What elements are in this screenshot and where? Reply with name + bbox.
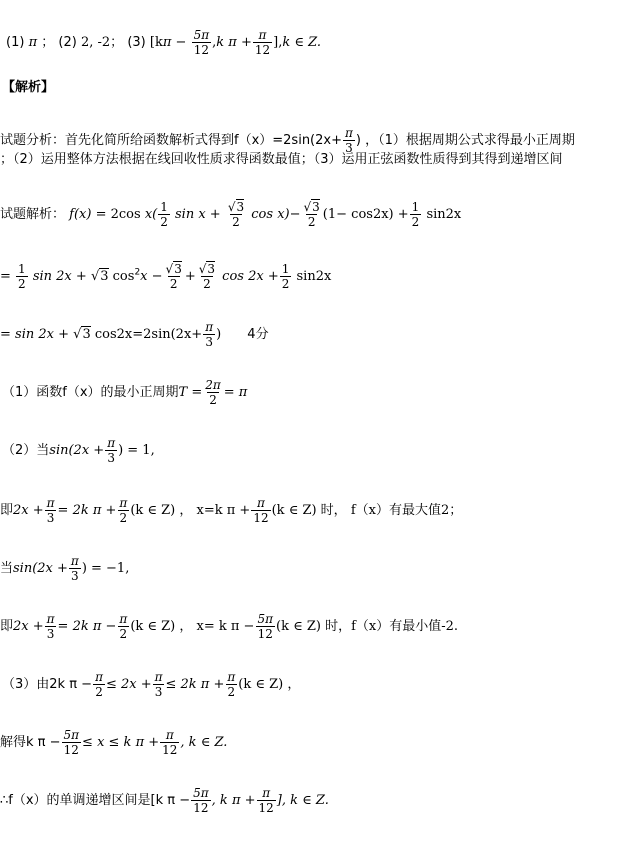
solution-label: 试题解析： [0, 207, 66, 222]
math-expr: , k π + [211, 793, 256, 808]
fraction-denominator: 12 [193, 43, 209, 57]
math-expr: sin(2x + [49, 443, 105, 458]
answer-line [6, 28, 321, 57]
fraction-numerator: √3 [165, 262, 182, 276]
part3-text: （3）由2k π − [2, 677, 93, 692]
fraction-numerator: π [119, 612, 128, 626]
equals-sign: = [0, 269, 11, 284]
fraction-pi-3 [45, 612, 57, 641]
fraction-pi-3 [69, 554, 81, 583]
math-expr: cos 2x + [222, 269, 279, 284]
fraction-2pi-2 [203, 378, 223, 407]
math-expr: 2x + [13, 619, 44, 634]
fraction-pi-12 [257, 786, 276, 815]
math-expr: = π [223, 385, 248, 400]
fraction-numerator: π [262, 786, 271, 800]
k-variable: k [216, 35, 225, 50]
solution-line [0, 200, 461, 229]
fraction-numerator: π [70, 554, 79, 568]
fraction-numerator: 1 [160, 200, 168, 214]
fraction-numerator: 2π [205, 378, 221, 392]
conclusion-line [0, 786, 329, 815]
answer-part1-label: (1) [6, 35, 25, 50]
math-expr: ) = −1, [81, 561, 130, 576]
answer-part3-label: (3) [127, 35, 146, 50]
analysis-heading: 【解析】 [2, 80, 55, 95]
math-expr: sin x + [175, 207, 221, 222]
fraction-sqrt3-2 [164, 262, 184, 291]
fraction-numerator: 5π [193, 786, 209, 800]
fraction-pi-2 [225, 670, 237, 699]
fraction-numerator: 5π [193, 28, 210, 42]
math-expr: x( [144, 207, 158, 222]
fraction-numerator: π [345, 126, 353, 140]
superscript: 2 [134, 267, 141, 278]
fraction-denominator: 2 [227, 685, 236, 699]
math-expr: 2x + [13, 503, 44, 518]
math-expr: (k ∈ Z) 时， f（x）有最大值2； [271, 503, 463, 518]
math-expr: (k ∈ Z) ， [238, 677, 301, 692]
fraction-numerator: √3 [227, 200, 245, 214]
fraction-numerator: π [165, 728, 174, 742]
fraction-pi-3 [203, 320, 215, 349]
answer-interval-open: [k [149, 35, 163, 50]
math-expr: cos x)− [251, 207, 301, 222]
part2-line [2, 436, 155, 465]
fraction-pi-12 [160, 728, 179, 757]
math-expr: ) = 1, [118, 443, 155, 458]
math-expr: sin 2x + [32, 269, 87, 284]
math-expr: ≤ 2k π + [165, 677, 225, 692]
fraction-1-2 [16, 262, 28, 291]
fraction-numerator: 1 [281, 262, 290, 276]
math-expr: = sin 2x + [0, 327, 69, 342]
analysis-line-2: ；（2）运用整体方法根据在线回收性质求得函数最值；（3）运用正弦函数性质得到其得到递增区间 [0, 152, 563, 167]
fraction-pi-12 [251, 496, 270, 525]
fraction-numerator: 1 [411, 200, 420, 214]
math-expr: cos [112, 269, 135, 284]
math-expr: , k ∈ Z. [180, 735, 228, 750]
math-expr: sin2x [296, 269, 332, 284]
fraction-sqrt3-2 [197, 262, 217, 291]
fraction-denominator: 3 [107, 451, 115, 465]
fraction-5pi-12 [255, 612, 275, 641]
fraction-5pi-12 [191, 786, 211, 815]
analysis-text: ) ，（1）根据周期公式求得最小正周期 [355, 133, 575, 148]
math-expr: ≤ x ≤ k π + [82, 735, 160, 750]
math-expr: ], k ∈ Z. [276, 793, 329, 808]
step3-line [0, 320, 269, 349]
math-expr: (k ∈ Z) ， x= k π − [130, 619, 255, 634]
text: 解得k π − [0, 735, 61, 750]
fraction-1-2 [158, 200, 170, 229]
fraction-denominator: 2 [232, 215, 240, 229]
pi-symbol: π [162, 35, 172, 50]
interval-close: ], [273, 35, 283, 50]
fraction-denominator: 3 [205, 335, 213, 349]
math-expr: = 2k π − [57, 619, 117, 634]
fraction-numerator: π [107, 436, 116, 450]
fraction-denominator: 3 [46, 627, 55, 641]
fraction-pi-2 [117, 496, 129, 525]
fraction-denominator: 2 [160, 215, 168, 229]
fraction-numerator: π [258, 28, 267, 42]
fraction-sqrt3-2 [226, 200, 246, 229]
fraction-numerator: √3 [303, 200, 320, 214]
fraction-5pi-12 [192, 28, 212, 57]
sqrt-radicand: 3 [312, 200, 320, 214]
sqrt-radicand: 3 [82, 327, 91, 342]
part1-text: （1）函数f（x）的最小正周期 [2, 385, 179, 400]
fraction-numerator: π [257, 496, 265, 510]
part2-text: （2）当 [2, 443, 50, 458]
fraction-denominator: 2 [119, 627, 128, 641]
math-expr: ) [216, 327, 222, 342]
math-expr: 2cos [110, 207, 141, 222]
sqrt-3: √3 [73, 327, 91, 342]
analysis-text: 试题分析：首先化简所给函数解析式得到f（x）=2sin(2x+ [0, 133, 342, 148]
math-expr: = 2k π + [57, 503, 117, 518]
fraction-numerator: 1 [18, 262, 26, 276]
math-expr: (k ∈ Z) 时，f（x）有最小值-2. [276, 619, 459, 634]
fraction-numerator: π [119, 496, 128, 510]
answer-part2-value: 2, -2； [80, 35, 124, 50]
fraction-numerator: 5π [63, 728, 80, 742]
fraction-denominator: 2 [95, 685, 103, 699]
math-expr: ≤ 2x + [105, 677, 152, 692]
fraction-denominator: 12 [257, 627, 273, 641]
text: 当 [0, 561, 14, 576]
part2-max-line [0, 496, 462, 525]
fraction-denominator: 3 [71, 569, 79, 583]
fraction-pi-12 [253, 28, 272, 57]
pi-symbol: π [228, 35, 237, 50]
comma: , [212, 35, 217, 50]
math-expr: (1− cos2x) + [322, 207, 409, 222]
sqrt-radicand: 3 [207, 262, 216, 276]
fraction-denominator: 2 [411, 215, 420, 229]
fraction-pi-3 [105, 436, 117, 465]
fraction-pi-2 [117, 612, 129, 641]
fraction-denominator: 3 [154, 685, 163, 699]
fraction-numerator: π [205, 320, 214, 334]
fraction-numerator: √3 [198, 262, 216, 276]
fraction-denominator: 12 [253, 511, 269, 525]
fraction-pi-2 [93, 670, 105, 699]
math-expr: cos2x=2sin(2x+ [94, 327, 203, 342]
fraction-denominator: 12 [193, 801, 209, 815]
fraction-denominator: 12 [63, 743, 79, 757]
math-expr: sin2x [426, 207, 462, 222]
fraction-denominator: 12 [254, 43, 271, 57]
fraction-numerator: π [154, 670, 163, 684]
fraction-5pi-12 [62, 728, 82, 757]
answer-part2-label: (2) [58, 35, 77, 50]
part3-line [2, 670, 300, 699]
fraction-denominator: 3 [345, 141, 353, 155]
math-expr: f(x) = [69, 207, 107, 222]
text: 即 [0, 619, 14, 634]
plus-sign: + [240, 35, 252, 50]
sqrt-3: √3 [90, 269, 109, 284]
fraction-1-2 [280, 262, 292, 291]
fraction-numerator: π [95, 670, 103, 684]
sqrt-radicand: 3 [100, 269, 109, 284]
fraction-denominator: 2 [281, 277, 290, 291]
fraction-numerator: π [227, 670, 236, 684]
fraction-denominator: 2 [119, 511, 128, 525]
k-in-z: k ∈ Z. [282, 35, 322, 50]
math-expr: T = [178, 385, 203, 400]
part1-line [2, 378, 247, 407]
fraction-numerator: π [46, 612, 55, 626]
step2-line [0, 262, 331, 291]
fraction-denominator: 2 [18, 277, 26, 291]
minus-sign: − [175, 35, 187, 50]
part3-result-line [0, 728, 227, 757]
fraction-denominator: 2 [169, 277, 178, 291]
sqrt-radicand: 3 [174, 262, 182, 276]
sqrt-radicand: 3 [236, 200, 245, 214]
math-expr: sin(2x + [13, 561, 68, 576]
fraction-numerator: π [46, 496, 55, 510]
math-expr: x − [140, 269, 163, 284]
fraction-denominator: 2 [307, 215, 316, 229]
part2-min-line [0, 612, 458, 641]
fraction-denominator: 12 [258, 801, 274, 815]
answer-separator: ； [41, 35, 55, 50]
fraction-pi-3 [153, 670, 165, 699]
fraction-denominator: 2 [209, 393, 217, 407]
part2-min-condition [0, 554, 129, 583]
fraction-denominator: 3 [46, 511, 55, 525]
fraction-sqrt3-2 [302, 200, 322, 229]
text: ∴f（x）的单调递增区间是[k π − [0, 793, 191, 808]
fraction-denominator: 2 [203, 277, 211, 291]
answer-part1-value: π [28, 35, 38, 50]
score-note: 4分 [247, 327, 269, 342]
plus-sign: + [184, 269, 196, 284]
fraction-denominator: 12 [162, 743, 178, 757]
math-expr: (k ∈ Z) ， x=k π + [130, 503, 251, 518]
fraction-pi-3 [45, 496, 57, 525]
fraction-numerator: 5π [257, 612, 273, 626]
fraction-1-2 [410, 200, 422, 229]
text: 即 [0, 503, 14, 518]
